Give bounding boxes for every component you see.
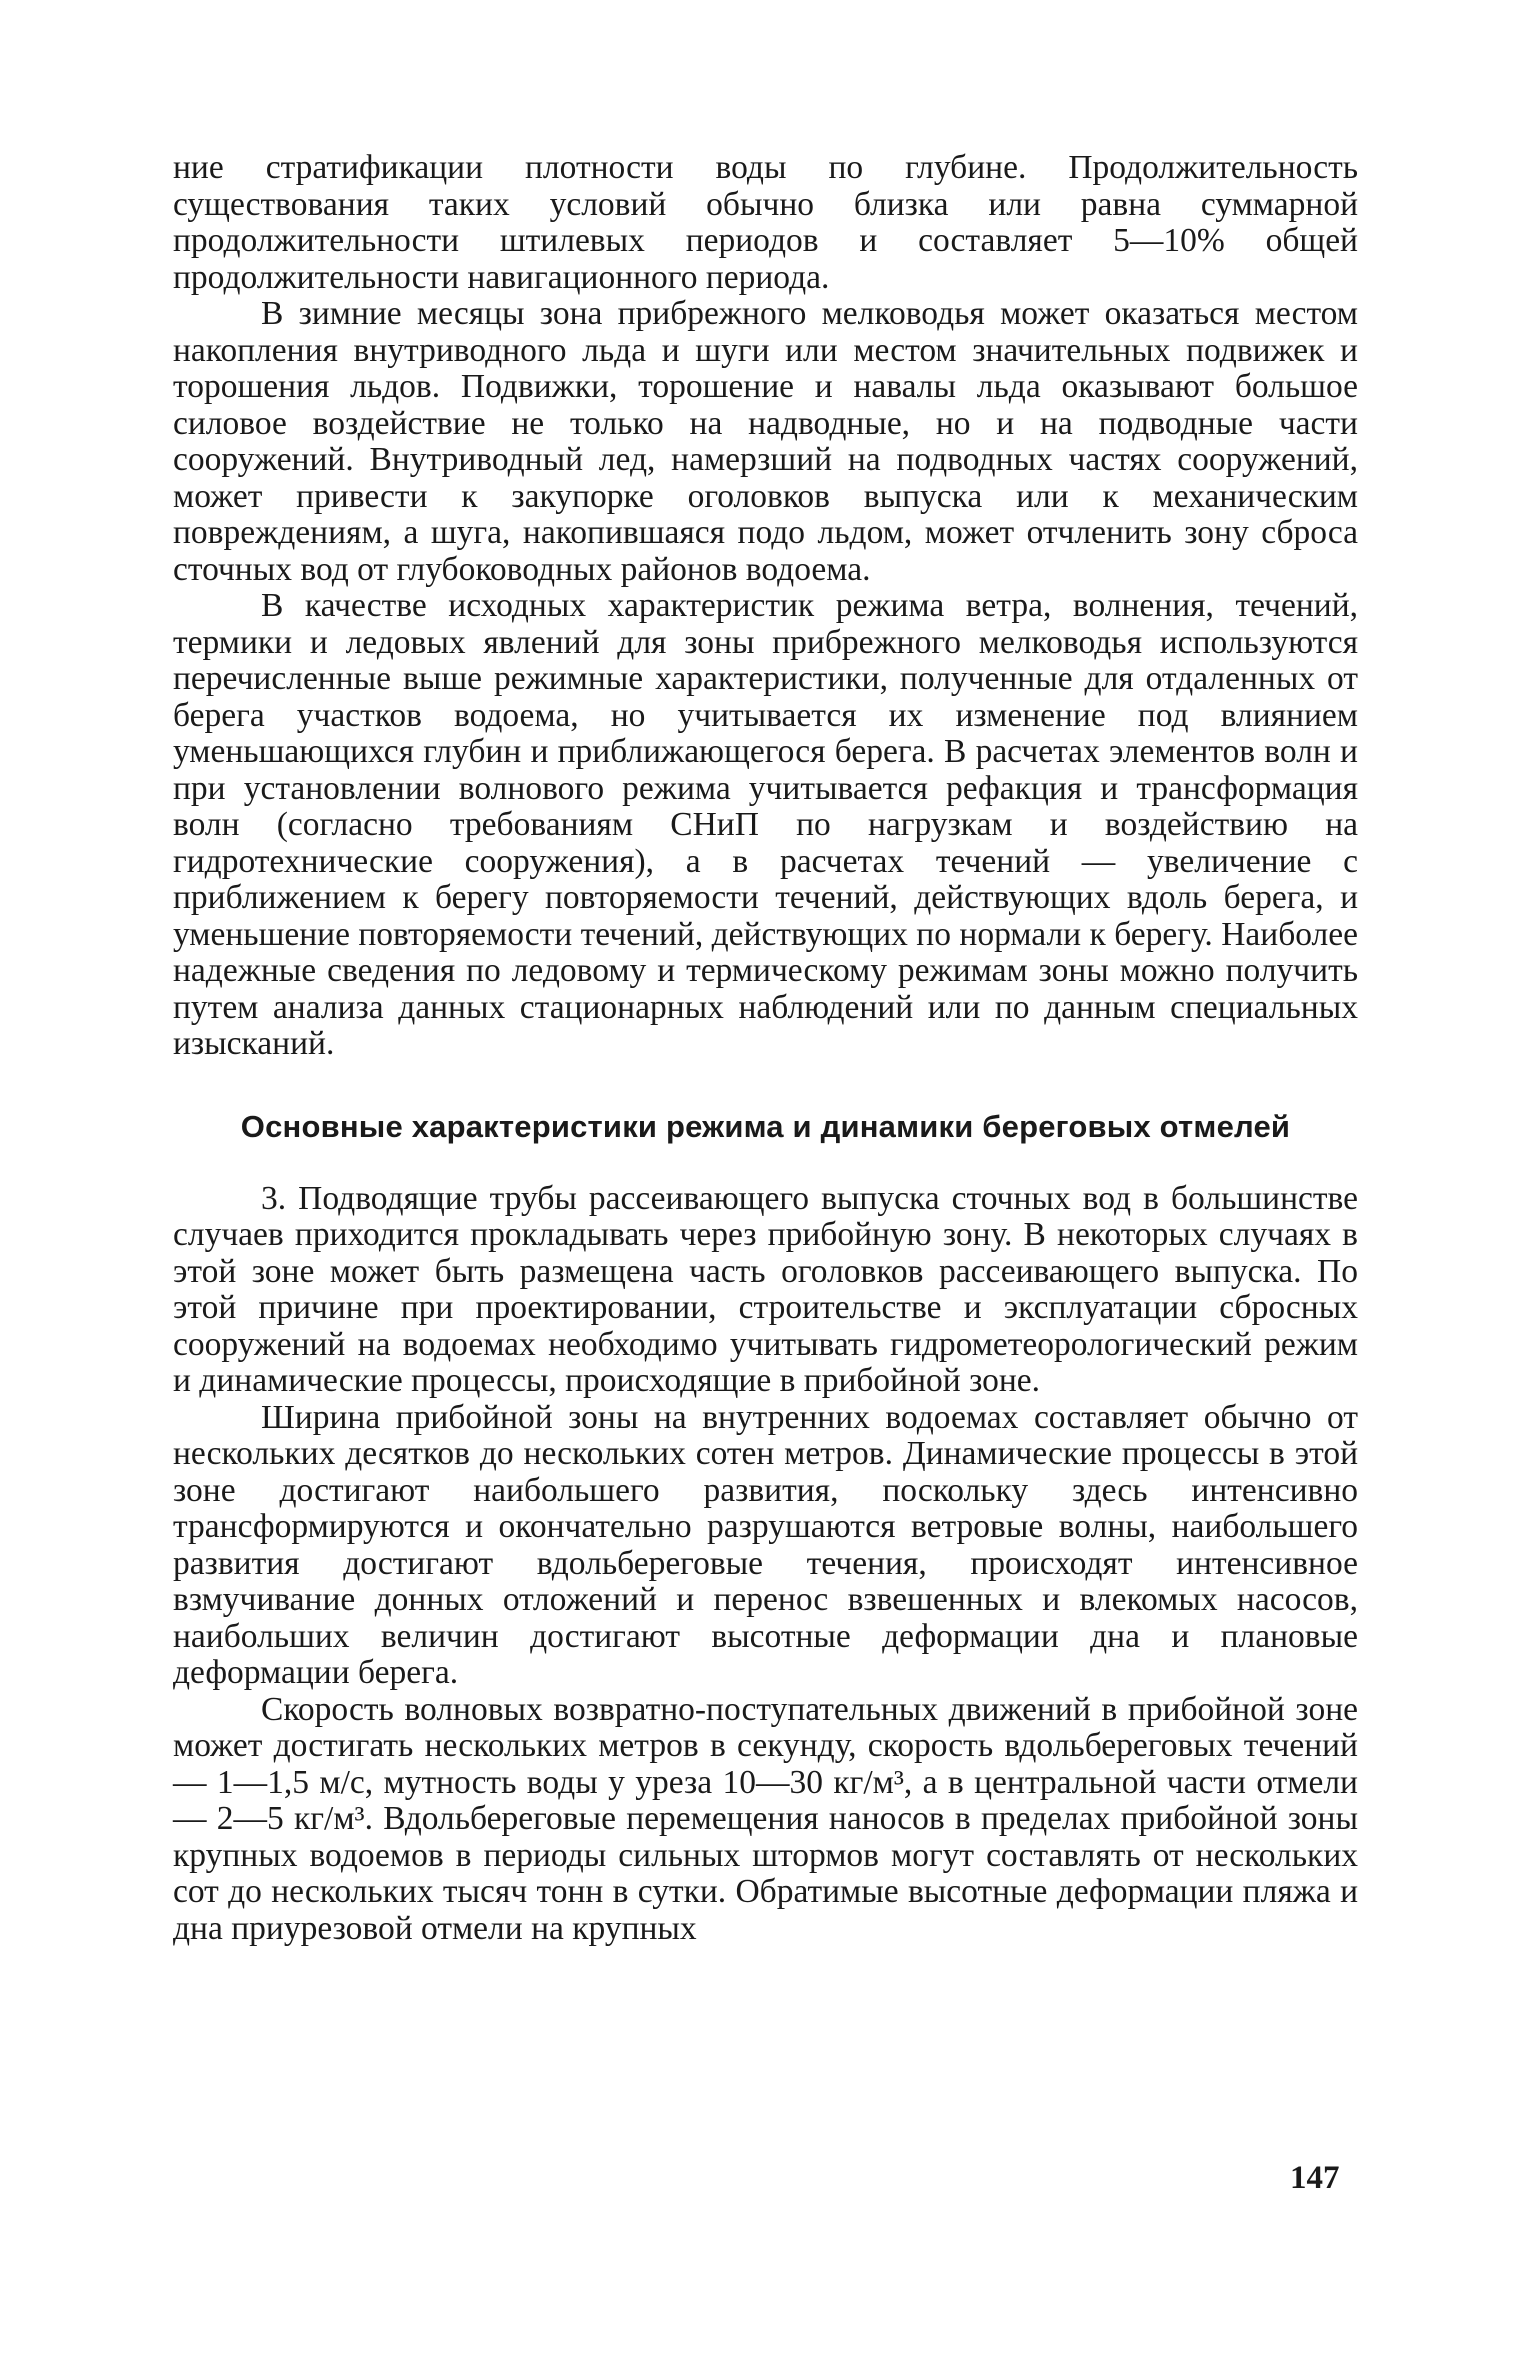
page-number: 147 <box>1290 2160 1340 2196</box>
paragraph-surf-zone-width: Ширина прибойной зоны на внутренних водоемах составляет обычно от нескольких десятков до нескольких сотен метров. Динамические процессы в этой зоне достигают наибольшего развития, поскольку здесь интенсивно трансформируются и окончательно разрушаются ветровые волны, наибольшего развития достигают вдольбереговые течения, происходят интенсивное взмучивание донных отложений и перенос взвешенных и влекомых насосов, наибольших величин достигают высотные деформации дна и плановые деформации берега. <box>173 1398 1358 1691</box>
paragraph-initial-characteristics: В качестве исходных характеристик режима ветра, волнения, течений, термики и ледовых явлений для зоны прибрежного мелководья используются перечисленные выше режимные характеристики, полученные для отдаленных от берега участков водоема, но учитывается их изменение под влиянием уменьшающихся глубин и приближающегося берега. В расчетах элементов волн и при установлении волнового режима учитывается рефакция и трансформация волн (согласно требованиям СНиП по нагрузкам и воздействию на гидротехнические сооружения), а в расчетах течений — увеличение с приближением к берегу повторяемости течений, действующих вдоль берега, и уменьшение повторяемости течений, действующих по нормали к берегу. Наиболее надежные сведения по ледовому и термическому режимам зоны можно получить путем анализа данных стационарных наблюдений или по данным специальных изысканий. <box>173 587 1358 1062</box>
section-heading: Основные характеристики режима и динамики береговых отмелей <box>240 1108 1291 1144</box>
paragraph-wave-velocity: Скорость волновых возвратно-поступательных движений в прибойной зоне может достигать нескольких метров в секунду, скорость вдольбереговых течений — 1—1,5 м/с, мутность воды у уреза 10—30 кг/м³, а в центральной части отмели — 2—5 кг/м³. Вдольбереговые перемещения наносов в пределах прибойной зоны крупных водоемов в периоды сильных штормов могут составлять от нескольких сот до нескольких тысяч тонн в сутки. Обратимые высотные деформации пляжа и дна приурезовой отмели на крупных <box>173 1690 1358 1947</box>
page-body <box>173 150 1358 1947</box>
paragraph-supply-pipes: 3. Подводящие трубы рассеивающего выпуска сточных вод в большинстве случаев приходится прокладывать через прибойную зону. В некоторых случаях в этой зоне может быть размещена часть оголовков рассеивающего выпуска. По этой причине при проектировании, строительстве и эксплуатации сбросных сооружений на водоемах необходимо учитывать гидрометеорологический режим и динамические процессы, происходящие в прибойной зоне. <box>173 1179 1358 1399</box>
paragraph-winter-ice: В зимние месяцы зона прибрежного мелководья может оказаться местом накопления внутриводного льда и шуги или местом значительных подвижек и торошения льдов. Подвижки, торошение и навалы льда оказывают большое силовое воздействие не только на надводные, но и на подводные части сооружений. Внутриводный лед, намерзший на подводных частях сооружений, может привести к закупорке оголовков выпуска или к механическим повреждениям, а шуга, накопившаяся подо льдом, может отчленить зону сброса сточных вод от глубоководных районов водоема. <box>173 295 1358 588</box>
paragraph-continuation: ние стратификации плотности воды по глубине. Продолжительность существования таких условий обычно близка или равна суммарной продолжительности штилевых периодов и составляет 5—10% общей продолжительности навигационного периода. <box>173 149 1358 296</box>
